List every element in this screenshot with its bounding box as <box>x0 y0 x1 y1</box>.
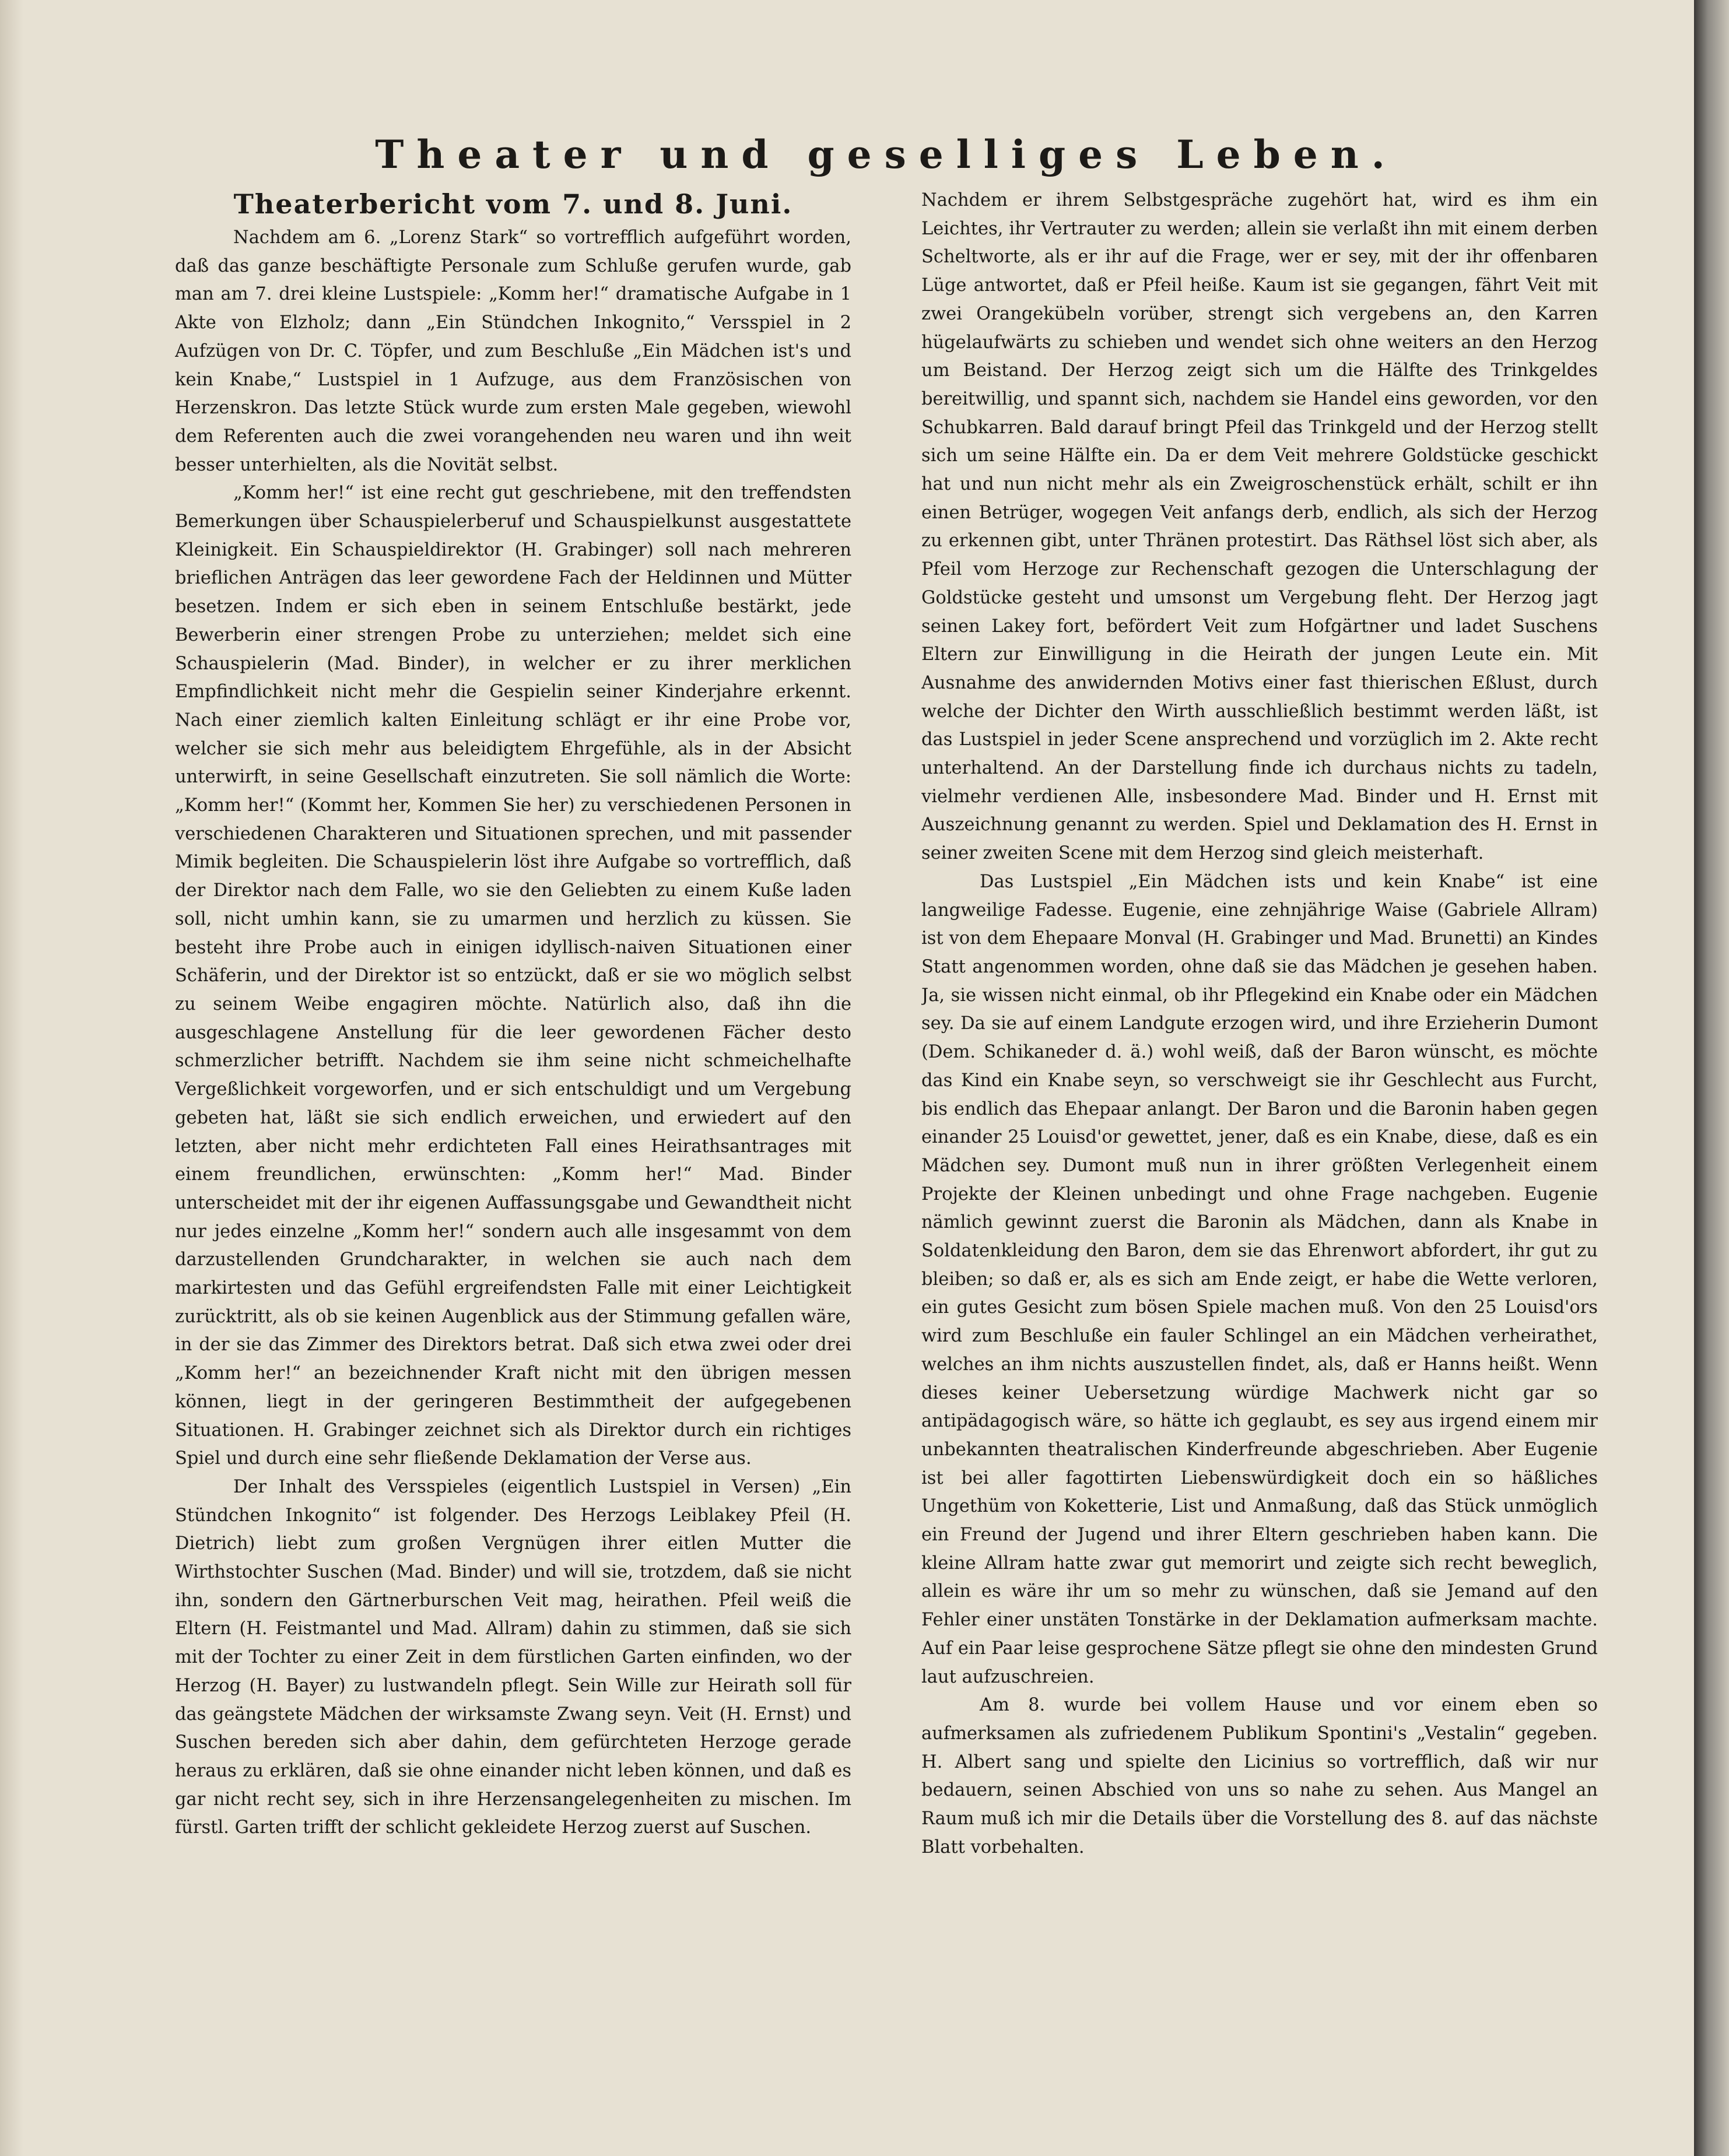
paragraph: „Komm her!“ ist eine recht gut geschriebene, mit den treffendsten Bemerkungen über Schauspielerberuf und Schauspielkunst ausgestattete Kleinigkeit. Ein Schauspieldirektor (H. Grabinger) soll nach mehreren brieflichen Anträgen das leer gewordene Fach der Heldinnen und Mütter besetzen. Indem er sich eben in seinem Entschluße bestärkt, jede Bewerberin einer strengen Probe zu unterziehen; meldet sich eine Schauspielerin (Mad. Binder), in welcher er zu ihrer merklichen Empfindlichkeit nicht mehr die Gespielin seiner Kinderjahre erkennt. Nach einer ziemlich kalten Einleitung schlägt er ihr eine Probe vor, welcher sie sich mehr aus beleidigtem Ehrgefühle, als in der Absicht unterwirft, in seine Gesellschaft einzutreten. Sie soll nämlich die Worte: „Komm her!“ (Kommt her, Kommen Sie her) zu verschiedenen Personen in verschiedenen Charakteren und Situationen sprechen, und mit passender Mimik begleiten. Die Schauspielerin löst ihre Aufgabe so vortrefflich, daß der Direktor nach dem Falle, wo sie den Geliebten zu einem Kuße laden soll, nicht umhin kann, sie zu umarmen und herzlich zu küssen. Sie besteht ihre Probe auch in einigen idyllisch-naiven Situationen einer Schäferin, und der Direktor ist so entzückt, daß er sie wo möglich selbst zu seinem Weibe engagiren möchte. Natürlich also, daß ihn die ausgeschlagene Anstellung für die leer gewordenen Fächer desto schmerzlicher betrifft. Nachdem sie ihm seine nicht schmeichelhafte Vergeßlichkeit vorgeworfen, und er sich entschuldigt und um Vergebung gebeten hat, läßt sie sich endlich erweichen, und erwiedert auf den letzten, aber nicht mehr erdichteten Fall eines Heirathsantrages mit einem freundlichen, erwünschten: „Komm her!“ Mad. Binder unterscheidet mit der ihr eigenen Auffassungsgabe und Gewandtheit nicht nur jedes einzelne „Komm her!“ sondern auch alle insgesammt von dem darzustellenden Grundcharakter, in welchen sie auch nach dem markirtesten und das Gefühl ergreifendsten Falle mit einer Leichtigkeit zurücktritt, als ob sie keinen Augenblick aus der Stimmung gefallen wäre, in der sie das Zimmer des Direktors betrat. Daß sich etwa zwei oder drei „Komm her!“ an bezeichnender Kraft nicht mit den übrigen messen können, liegt in der geringeren Bestimmtheit der aufgegebenen Situationen. H. Grabinger zeichnet sich als Direktor durch ein richtiges Spiel und durch eine sehr fließende Deklamation der Verse aus. <box>175 483 851 1469</box>
scan-edge-left <box>0 0 23 2156</box>
paragraph: Nachdem am 6. „Lorenz Stark“ so vortrefflich aufgeführt worden, daß das ganze beschäftigte Personale zum Schluße gerufen wurde, gab man am 7. drei kleine Lustspiele: „Komm her!“ dramatische Aufgabe in 1 Akte von Elzholz; dann „Ein Stündchen Inkognito,“ Versspiel in 2 Aufzügen von Dr. C. Töpfer, und zum Beschluße „Ein Mädchen ist's und kein Knabe,“ Lustspiel in 1 Aufzuge, aus dem Französischen von Herzenskron. Das letzte Stück wurde zum ersten Male gegeben, wiewohl dem Referenten auch die zwei vorangehenden neu waren und ihn weit besser unterhielten, als die Novität selbst. <box>175 227 851 475</box>
newspaper-page <box>175 122 1598 2128</box>
section-header: Theater und geselliges Leben. <box>375 132 1398 177</box>
scan-edge-right <box>1694 0 1729 2156</box>
article-title: Theaterbericht vom 7. und 8. Juni. <box>233 188 793 220</box>
paragraph: Nachdem er ihrem Selbstgespräche zugehört hat, wird es ihm ein Leichtes, ihr Vertrauter zu werden; allein sie verlaßt ihn mit einem derben Scheltworte, als er ihr auf die Frage, wer er sey, mit der ihr offenbaren Lüge antwortet, daß er Pfeil heiße. Kaum ist sie gegangen, fährt Veit mit zwei Orangekübeln vorüber, strengt sich vergebens an, den Karren hügelaufwärts zu schieben und wendet sich ohne weiters an den Herzog um Beistand. Der Herzog zeigt sich um die Hälfte des Trinkgeldes bereitwillig, und spannt sich, nachdem sie Handel eins geworden, vor den Schubkarren. Bald darauf bringt Pfeil das Trinkgeld und der Herzog stellt sich um seine Hälfte ein. Da er dem Veit mehrere Goldstücke geschickt hat und nun nicht mehr als ein Zweigroschenstück erhält, schilt er ihn einen Betrüger, wogegen Veit anfangs derb, endlich, als sich der Herzog zu erkennen gibt, unter Thränen protestirt. Das Räthsel löst sich aber, als Pfeil vom Herzoge zur Rechenschaft gezogen die Unterschlagung der Goldstücke gesteht und umsonst um Vergebung fleht. Der Herzog jagt seinen Lakey fort, befördert Veit zum Hofgärtner und ladet Suschens Eltern zur Einwilligung in die Heirath der jungen Leute ein. Mit Ausnahme des anwidernden Motivs einer fast thierischen Eßlust, durch welche der Dichter den Wirth ausschließlich bestimmt werden läßt, ist das Lustspiel in jeder Scene ansprechend und vorzüglich im 2. Akte recht unterhaltend. An der Darstellung finde ich durchaus nichts zu tadeln, vielmehr verdienen Alle, insbesondere Mad. Binder und H. Ernst mit Auszeichnung genannt zu werden. Spiel und Deklamation des H. Ernst in seiner zweiten Scene mit dem Herzog sind gleich meisterhaft. <box>921 190 1598 864</box>
left-column <box>175 187 851 2128</box>
paragraph: Das Lustspiel „Ein Mädchen ists und kein Knabe“ ist eine langweilige Fadesse. Eugenie, eine zehnjährige Waise (Gabriele Allram) ist von dem Ehepaare Monval (H. Grabinger und Mad. Brunetti) an Kindes Statt angenommen worden, ohne daß sie das Mädchen je gesehen haben. Ja, sie wissen nicht einmal, ob ihr Pflegekind ein Knabe oder ein Mädchen sey. Da sie auf einem Landgute erzogen wird, und ihre Erzieherin Dumont (Dem. Schikaneder d. ä.) wohl weiß, daß der Baron wünscht, es möchte das Kind ein Knabe seyn, so verschweigt sie ihr Geschlecht aus Furcht, bis endlich das Ehepaar anlangt. Der Baron und die Baronin haben gegen einander 25 Louisd'or gewettet, jener, daß es ein Knabe, diese, daß es ein Mädchen sey. Dumont muß nun in ihrer größten Verlegenheit einem Projekte der Kleinen unbedingt und ohne Frage nachgeben. Eugenie nämlich gewinnt zuerst die Baronin als Mädchen, dann als Knabe in Soldatenkleidung den Baron, dem sie das Ehrenwort abfordert, ihr gut zu bleiben; so daß er, als es sich am Ende zeigt, er habe die Wette verloren, ein gutes Gesicht zum bösen Spiele machen muß. Von den 25 Louisd'ors wird zum Beschluße ein fauler Schlingel an ein Mädchen verheirathet, welches an ihm nichts auszustellen findet, als, daß er Hanns heißt. Wenn dieses keiner Uebersetzung würdige Machwerk nicht gar so antipädagogisch wäre, so hätte ich geglaubt, es sey aus irgend einem mir unbekannten theatralischen Kinderfreunde abgeschrieben. Aber Eugenie ist bei aller fagottirten Liebenswürdigkeit doch ein so häßliches Ungethüm von Koketterie, List und Anmaßung, daß das Stück unmöglich ein Freund der Jugend und ihrer Eltern geschrieben haben kann. Die kleine Allram hatte zwar gut memorirt und zeigte sich recht beweglich, allein es wäre ihr um so mehr zu wünschen, daß sie Jemand auf den Fehler einer unstäten Tonstärke in der Deklamation aufmerksam machte. Auf ein Paar leise gesprochene Sätze pflegt sie ohne den mindesten Grund laut aufzuschreien. <box>921 871 1598 1687</box>
right-column <box>921 187 1598 2128</box>
paragraph: Am 8. wurde bei vollem Hause und vor einem eben so aufmerksamen als zufriedenem Publikum Spontini's „Vestalin“ gegeben. H. Albert sang und spielte den Licinius so vortrefflich, daß wir nur bedauern, seinen Abschied von uns so nahe zu sehen. Aus Mangel an Raum muß ich mir die Details über die Vorstellung des 8. auf das nächste Blatt vorbehalten. <box>921 1695 1598 1857</box>
paragraph: Der Inhalt des Versspieles (eigentlich Lustspiel in Versen) „Ein Stündchen Inkognito“ ist folgender. Des Herzogs Leiblakey Pfeil (H. Dietrich) liebt zum großen Vergnügen ihrer eitlen Mutter die Wirthstochter Suschen (Mad. Binder) und will sie, trotzdem, daß sie nicht ihn, sondern den Gärtnerburschen Veit mag, heirathen. Pfeil weiß die Eltern (H. Feistmantel und Mad. Allram) dahin zu stimmen, daß sie sich mit der Tochter zu einer Zeit in dem fürstlichen Garten einfinden, wo der Herzog (H. Bayer) zu lustwandeln pflegt. Sein Wille zur Heirath soll für das geängstete Mädchen der wirksamste Zwang seyn. Veit (H. Ernst) und Suschen bereden sich aber dahin, dem gefürchteten Herzoge gerade heraus zu erklären, daß sie ohne einander nicht leben können, und daß es gar nicht recht sey, sich in ihre Herzensangelegenheiten zu mischen. Im fürstl. Garten trifft der schlicht gekleidete Herzog zuerst auf Suschen. <box>175 1476 851 1838</box>
